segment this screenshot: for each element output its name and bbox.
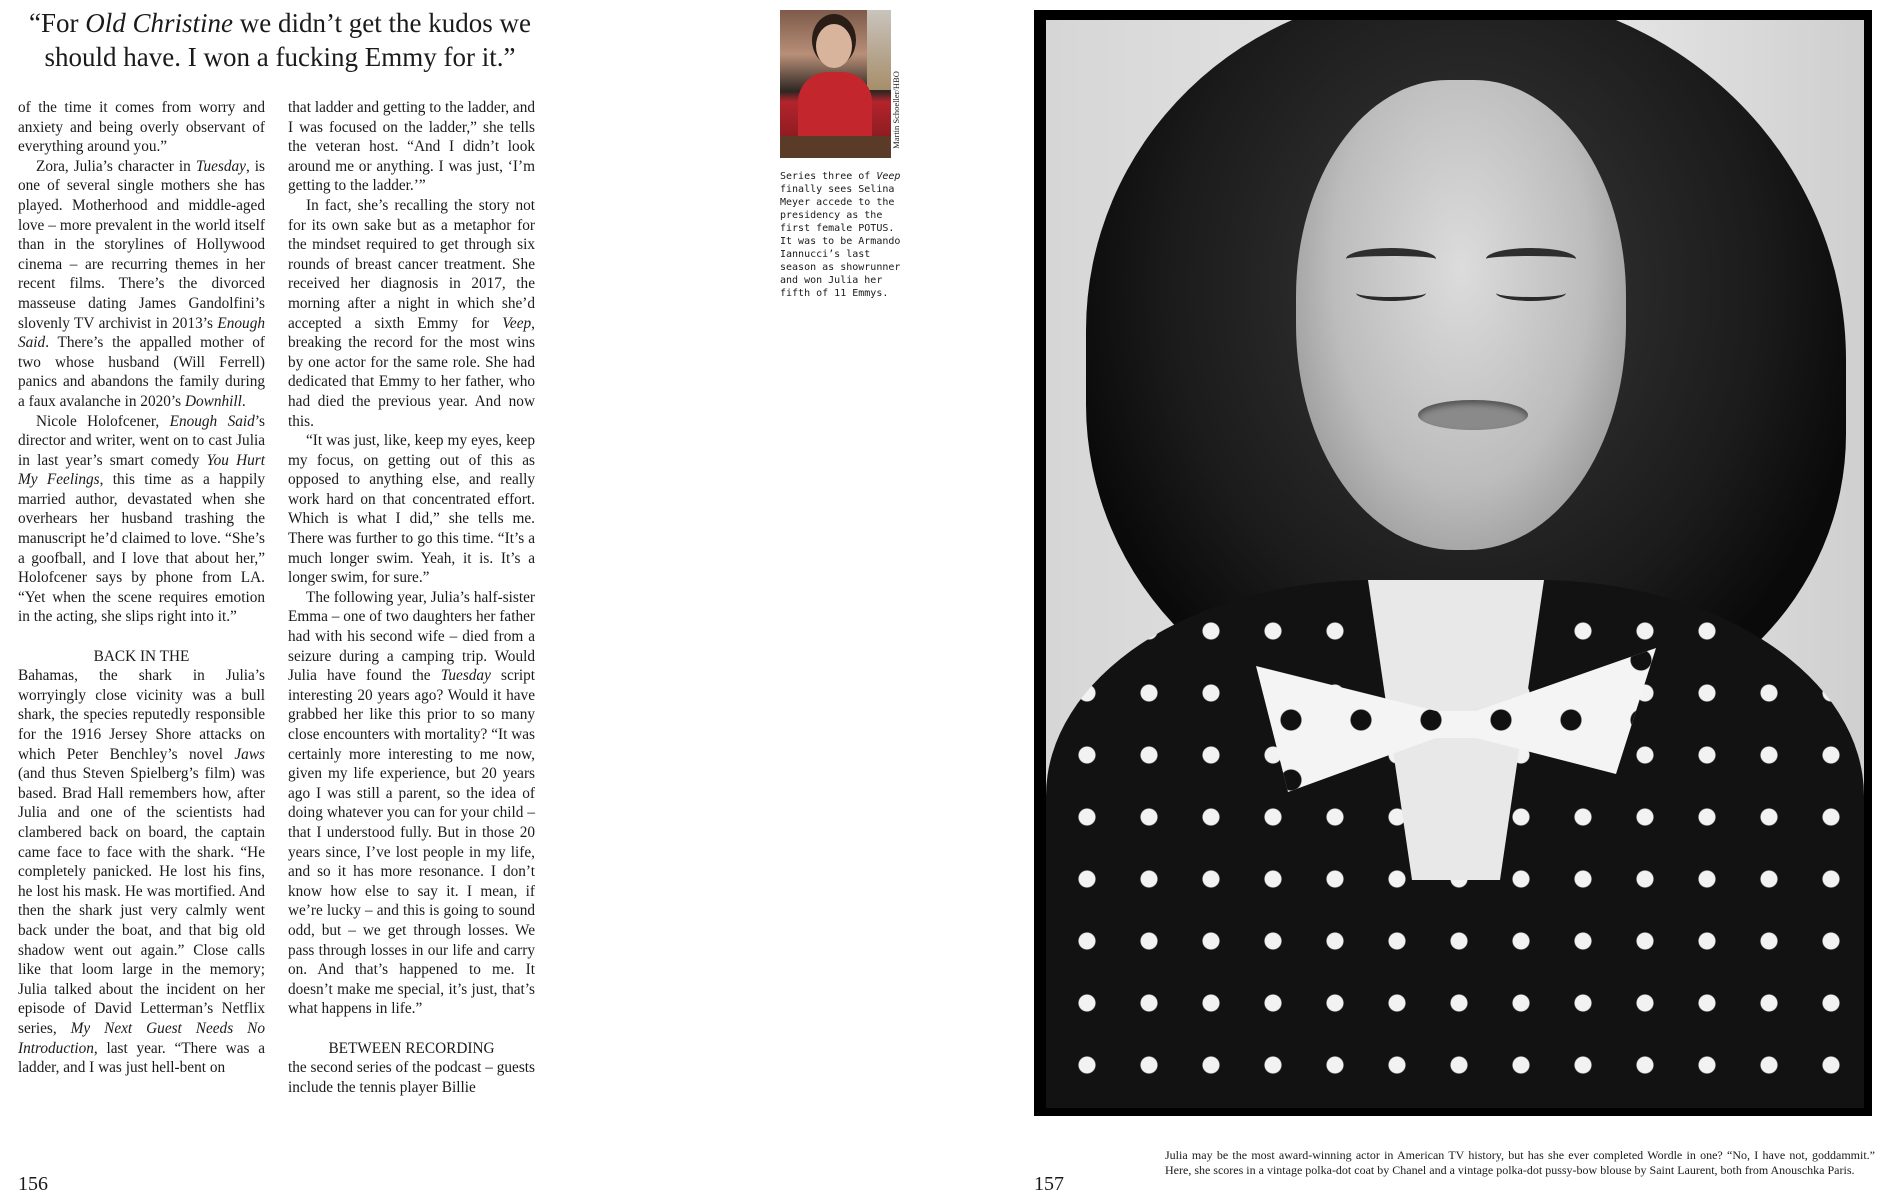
inset-photo <box>780 10 891 158</box>
main-photo-caption: Julia may be the most award-winning actor in American TV history, but has she ever completed Wordle in one? “No, I have not, goddammit.” Here, she scores in a vintage polka-dot coat by Chanel and a vintage polka-dot pussy-bow blouse by Saint Laurent, both from Anouschka Paris. <box>1165 1148 1875 1177</box>
article-column-2 <box>288 98 535 1097</box>
paragraph: Bahamas, the shark in Julia’s worryingly close vicinity was a bull shark, the species reputedly responsible for the 1916 Jersey Shore attacks on which Peter Benchley’s novel Jaws (and thus Steven Spielberg’s film) was based. Brad Hall remembers how, after Julia and one of the scientists had clambered back on board, the captain came face to face with the shark. “He completely panicked. He lost his fins, he lost his mask. He was mortified. And then the shark just very calmly went back under the boat, and that big old shadow went out again.” Close calls like that loom large in the memory; Julia talked about the incident on her episode of David Letterman’s Netflix series, My Next Guest Needs No Introduction, last year. “There was a ladder, and I was just hell-bent on <box>18 667 265 1077</box>
photo-credit: Martin Schoeller/HBO <box>890 71 901 149</box>
paragraph: the second series of the podcast – guests include the tennis player Billie <box>288 1059 535 1096</box>
paragraph: In fact, she’s recalling the story not for its own sake but as a metaphor for the mindset required to get through six rounds of breast cancer treatment. She received her diagnosis in 2017, the morning after a night in which she’d accepted a sixth Emmy for Veep, breaking the record for the most wins by one actor for the same role. She had dedicated that Emmy to her father, who had died the previous year. And now this. <box>288 196 535 430</box>
paragraph: “It was just, like, keep my eyes, keep my focus, on getting out of this as opposed to anything else, and really work hard on that concentrated effort. Which is what I did,” she tells me. There was further to go this time. “It’s a much longer swim. Yeah, it is. It’s a longer swim, for sure.” <box>288 432 535 587</box>
paragraph: that ladder and getting to the ladder, and I was focused on the ladder,” she tells the veteran host. “And I didn’t look around me or anything. I was just, ‘I’m getting to the ladder.’” <box>288 99 535 195</box>
paragraph: The following year, Julia’s half-sister Emma – one of two daughters her father had with his second wife – died from a seizure during a camping trip. Would Julia have found the Tuesday script interesting 20 years ago? Would it have grabbed her like this prior to so many close encounters with mortality? “It was certainly more interesting to me now, given my life experience, but 20 years ago I was still a parent, so the idea of doing whatever you can for your child – that I understood fully. But in those 20 years since, I’ve lost people in my life, and so it has more resonance. I don’t know how else to say it. I mean, if we’re lucky – and this is going to sound odd, but – we get through losses. We pass through losses in our life and carry on. And that’s happened to me. It doesn’t make me special, it’s just, that’s what happens in life.” <box>288 588 535 1018</box>
main-photo <box>1046 20 1864 1108</box>
paragraph: Zora, Julia’s character in Tuesday, is one of several single mothers she has played. Motherhood and middle-aged love – more prevalent in the world itself than in the storylines of Hollywood cinema – are recurring themes in her recent films. There’s the divorced masseuse dating James Gandolfini’s slovenly TV archivist in 2013’s Enough Said. There’s the appalled mother of two whose husband (Will Ferrell) panics and abandons the family during a faux avalanche in 2020’s Downhill. <box>18 157 265 410</box>
page-number-left: 156 <box>18 1173 48 1195</box>
pull-quote: “For Old Christine we didn’t get the kudos we should have. I won a fucking Emmy for it.” <box>29 8 531 72</box>
paragraph: Nicole Holofcener, Enough Said’s director and writer, went on to cast Julia in last year’s smart comedy You Hurt My Feelings, this time as a happily married author, devastated when she overhears her husband trashing the manuscript he’d claimed to love. “She’s a goofball, and I love that about her,” Holofcener says by phone from LA. “Yet when the scene requires emotion in the acting, she slips right into it.” <box>18 412 266 626</box>
inset-caption: Series three of Veep finally sees Selina Meyer accede to the presidency as the first female POTUS. It was to be Armando Iannucci’s last season as showrunner and won Julia her fifth of 11 Emmys. <box>780 171 901 299</box>
paragraph: of the time it comes from worry and anxiety and being overly observant of everything around you.” <box>18 99 265 156</box>
section-subhead: BACK IN THE <box>93 647 190 665</box>
article-column-1 <box>18 98 265 1078</box>
section-subhead: BETWEEN RECORDING <box>328 1039 495 1057</box>
page-number-right: 157 <box>1034 1173 1064 1195</box>
